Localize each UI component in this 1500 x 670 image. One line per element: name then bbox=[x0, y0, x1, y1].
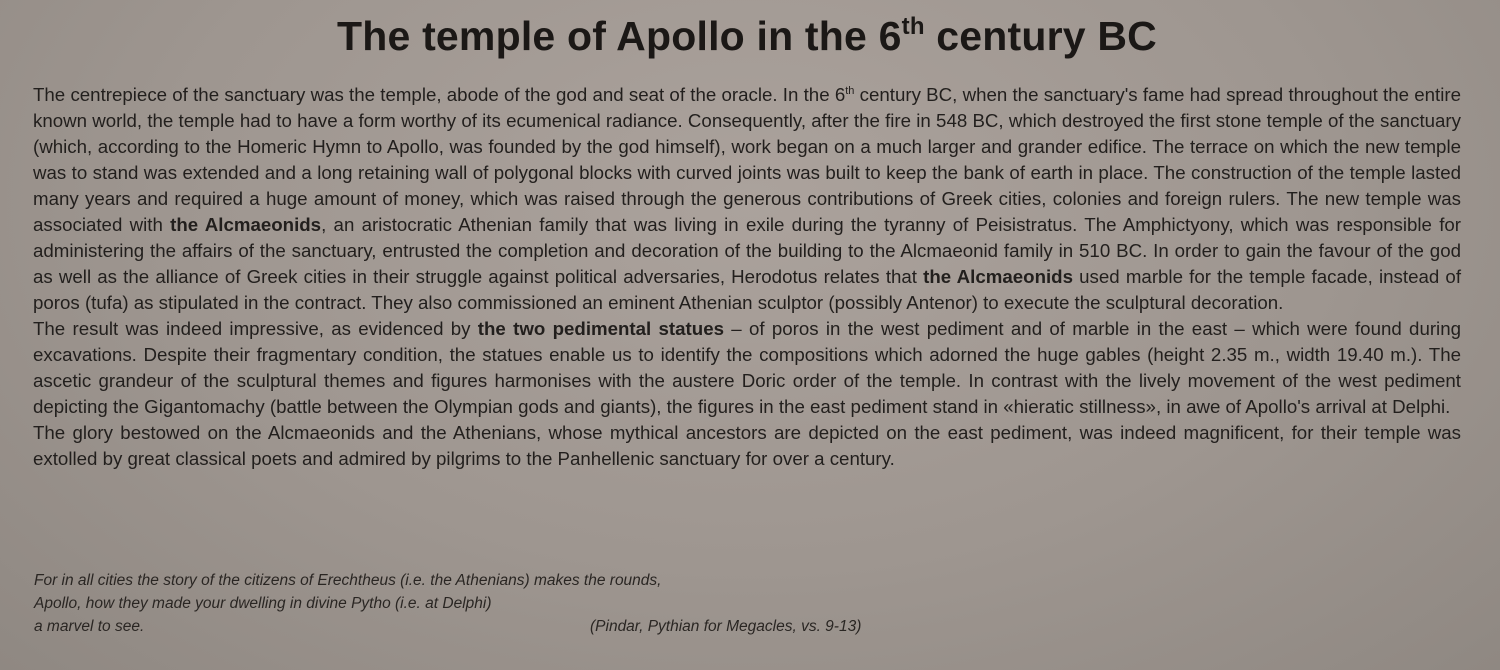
panel-title bbox=[0, 12, 1494, 60]
paragraph-2-part-a: The result was indeed impressive, as evidenced by bbox=[33, 318, 478, 339]
paragraph-1 bbox=[33, 82, 1461, 316]
paragraph-1-part-b: century BC, when the sanctuary's fame had spread throughout the entire known world, the temple had to have a form worthy of its ecumenical radiance. Consequently, after the fire in 548 BC, which destroyed the first stone temple of the sanctuary (which, according to the Homeric Hymn to Apollo, was founded by the god himself), work began on a much larger and grander edifice. The terrace on which the new temple was to stand was extended and a long retaining wall of polygonal blocks with curved joints was built to keep the bank of earth in place. The construction of the temple lasted many years and required a huge amount of money, which was raised through the generous contributions of Greek cities, colonies and foreign rulers. The new temple was associated with bbox=[33, 84, 1462, 235]
quote-line-1: For in all cities the story of the citizens of Erechtheus (i.e. the Athenians) makes the rounds, bbox=[34, 572, 662, 589]
title-text: The temple of Apollo in the 6 bbox=[336, 13, 902, 59]
quote-citation: (Pindar, Pythian for Megacles, vs. 9-13) bbox=[590, 618, 862, 635]
bold-alcmaeonids-2: the Alcmaeonids bbox=[923, 266, 1073, 287]
paragraph-1-part-c: , an aristocratic Athenian family that was living in exile during the tyranny of Peisistratus. The Amphictyony, which was responsible for administering the affairs of the sanctuary, entrusted the completion and decoration of the building to the Alcmaeonid family in 510 BC. In order to gain the favour of the god as well as the alliance of Greek cities in their struggle against political adversaries, Herodotus relates that bbox=[33, 214, 1462, 287]
title-text-tail: century BC bbox=[924, 13, 1157, 59]
paragraph-1-part-a: The centrepiece of the sanctuary was the temple, abode of the god and seat of the oracle. In the 6 bbox=[33, 84, 846, 105]
title-superscript: th bbox=[901, 13, 925, 40]
body-text bbox=[33, 82, 1461, 472]
bold-alcmaeonids-1: the Alcmaeonids bbox=[170, 214, 322, 235]
bold-pedimental-statues: the two pedimental statues bbox=[477, 318, 724, 339]
paragraph-1-part-d: used marble for the temple facade, instead of poros (tufa) as stipulated in the contract. They also commissioned an eminent Athenian sculptor (possibly Antenor) to execute the sculptural decoration. bbox=[33, 266, 1462, 313]
quote-line-2: Apollo, how they made your dwelling in divine Pytho (i.e. at Delphi) bbox=[34, 595, 492, 612]
paragraph-2-part-b: – of poros in the west pediment and of marble in the east – which were found during excavations. Despite their fragmentary condition, the statues enable us to identify the compositions which adorned the huge gables (height 2.35 m., width 19.40 m.). The ascetic grandeur of the sculptural themes and figures harmonises with the austere Doric order of the temple. In contrast with the lively movement of the west pediment depicting the Gigantomachy (battle between the Olympian gods and giants), the figures in the east pediment stand in «hieratic stillness», in awe of Apollo's arrival at Delphi. bbox=[33, 318, 1461, 417]
quote-line-3: a marvel to see. bbox=[34, 618, 145, 635]
paragraph-3 bbox=[33, 420, 1461, 472]
paragraph-3-text: The glory bestowed on the Alcmaeonids and the Athenians, whose mythical ancestors are depicted on the east pediment, was indeed magnificent, for their temple was extolled by great classical poets and admired by pilgrims to the Panhellenic sanctuary for over a century. bbox=[33, 422, 1461, 469]
paragraph-2 bbox=[33, 316, 1461, 420]
paragraph-1-superscript: th bbox=[845, 85, 855, 97]
